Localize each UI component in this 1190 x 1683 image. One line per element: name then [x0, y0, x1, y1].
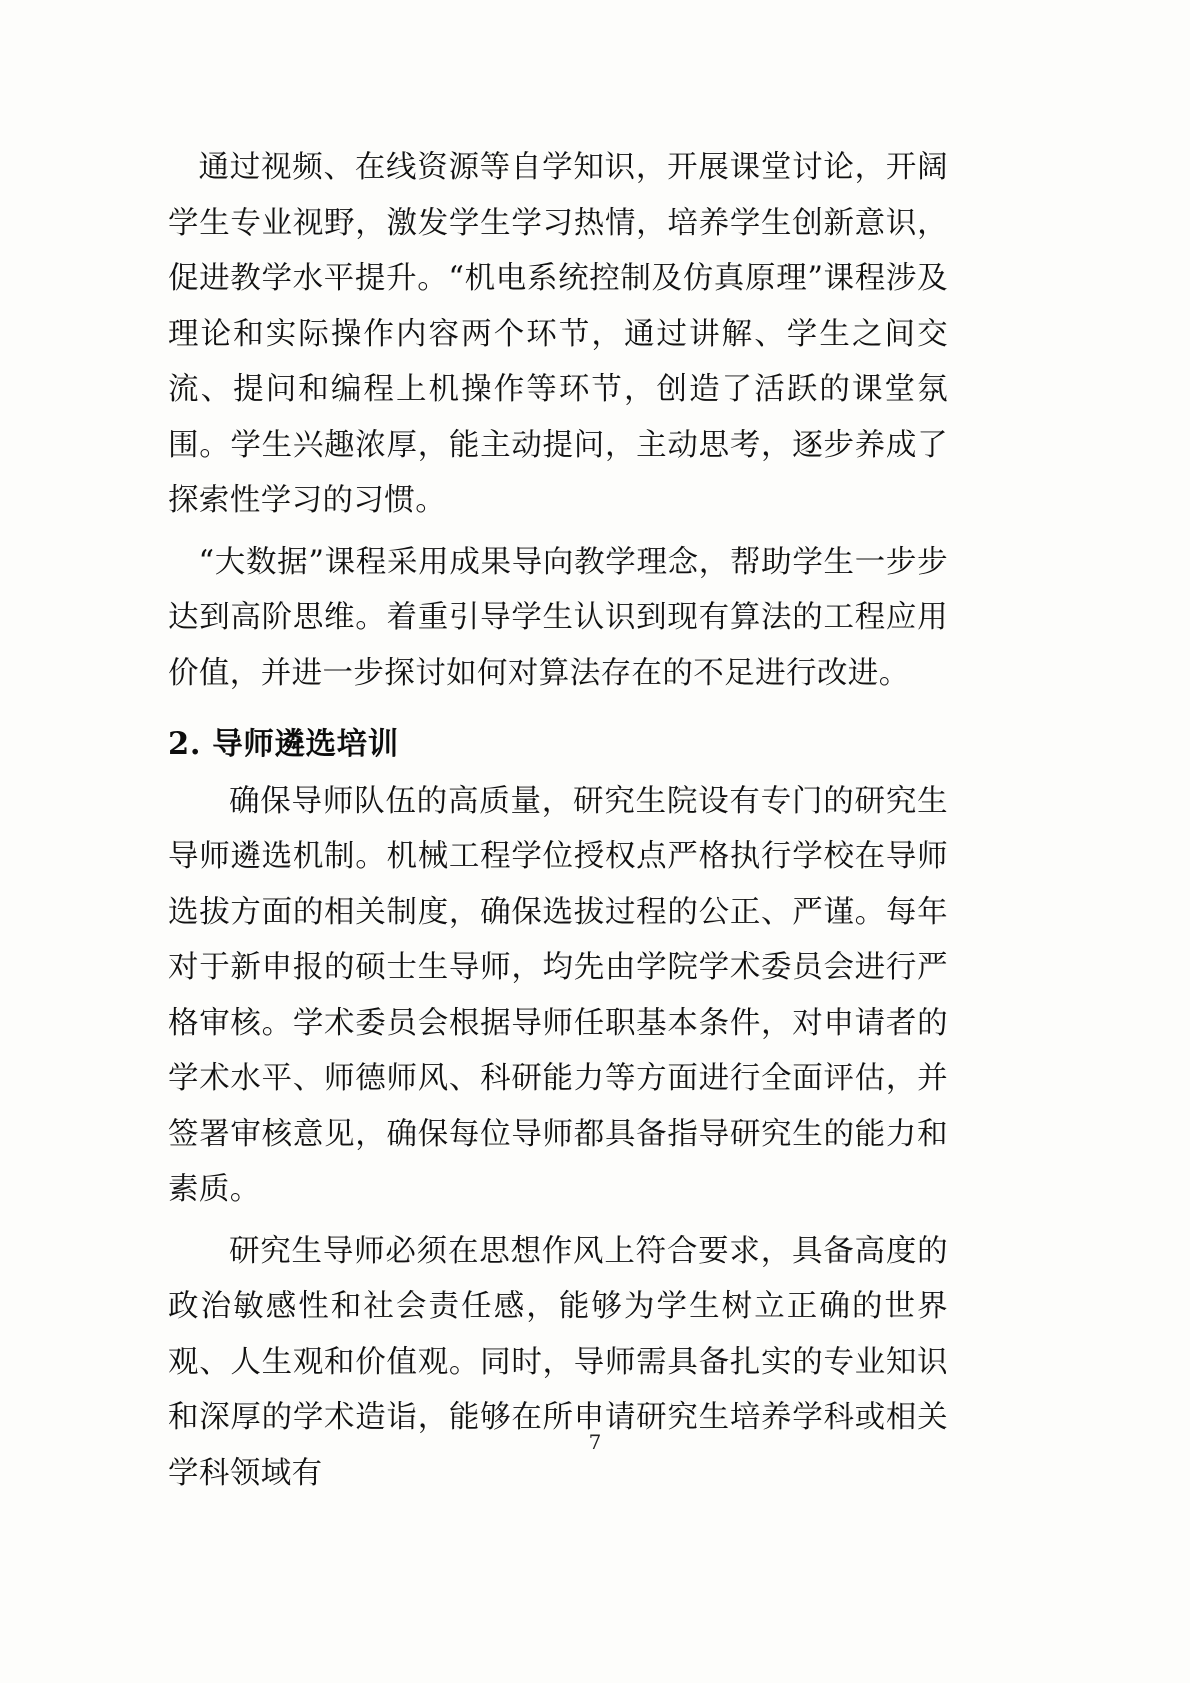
document-body: [168, 140, 948, 1501]
paragraph-3: 确保导师队伍的高质量，研究生院设有专门的研究生导师遴选机制。机械工程学位授权点严格执行学校在导师选拔方面的相关制度，确保选拔过程的公正、严谨。每年对于新申报的硕士生导师，均先由学院学术委员会进行严格审核。学术委员会根据导师任职基本条件，对申请者的学术水平、师德师风、科研能力等方面进行全面评估，并签署审核意见，确保每位导师都具备指导研究生的能力和素质。: [168, 783, 948, 1208]
paragraph-4: 研究生导师必须在思想作风上符合要求，具备高度的政治敏感性和社会责任感，能够为学生树立正确的世界观、人生观和价值观。同时，导师需具备扎实的专业知识和深厚的学术造诣，能够在所申请研究生培养学科或相关学科领域有: [168, 1233, 948, 1491]
section-heading-2: 2. 导师遴选培训: [168, 726, 399, 762]
paragraph-1: 通过视频、在线资源等自学知识，开展课堂讨论，开阔学生专业视野，激发学生学习热情，培养学生创新意识，促进教学水平提升。“机电系统控制及仿真原理”课程涉及理论和实际操作内容两个环节，通过讲解、学生之间交流、提问和编程上机操作等环节，创造了活跃的课堂氛围。学生兴趣浓厚，能主动提问，主动思考，逐步养成了探索性学习的习惯。: [168, 150, 948, 518]
page-number: 7: [588, 1430, 602, 1454]
paragraph-2: “大数据”课程采用成果导向教学理念，帮助学生一步步达到高阶思维。着重引导学生认识到现有算法的工程应用价值，并进一步探讨如何对算法存在的不足进行改进。: [168, 544, 948, 691]
